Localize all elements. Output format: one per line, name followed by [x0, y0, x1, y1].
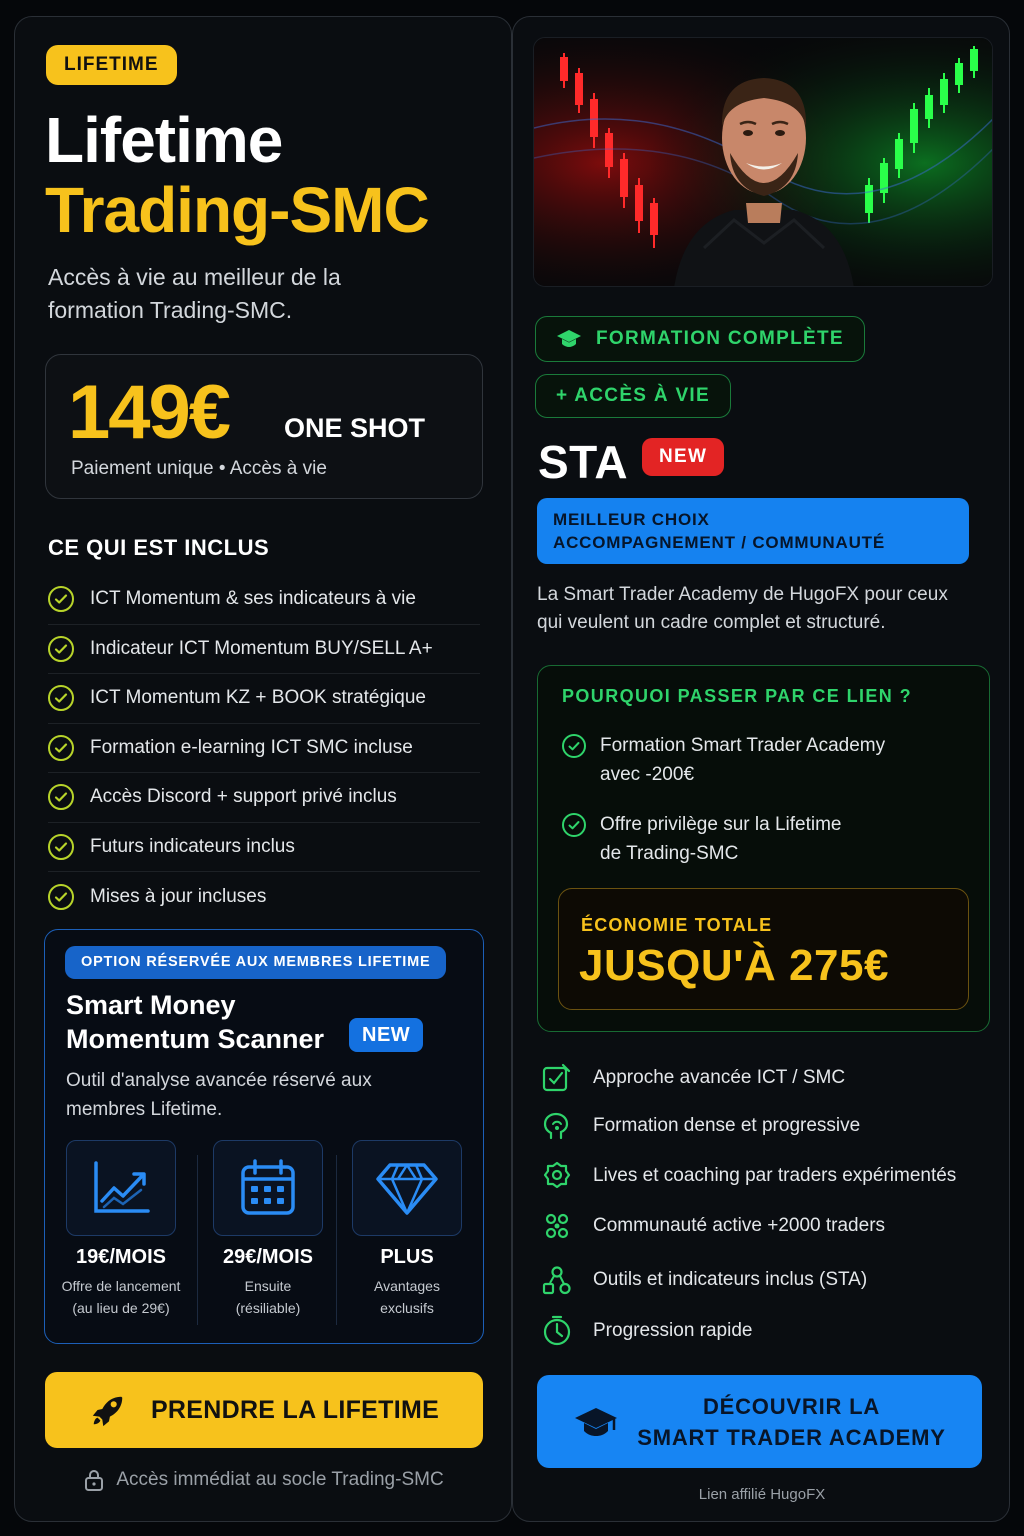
tier-sub: Avantages [374, 1278, 440, 1294]
best-line2: ACCOMPAGNEMENT / COMMUNAUTÉ [553, 533, 885, 552]
check-icon [562, 813, 586, 837]
why-item-line1: Formation Smart Trader Academy [600, 735, 886, 756]
check-icon [48, 784, 74, 810]
chart-up-icon [66, 1140, 176, 1236]
footnote-text: Accès immédiat au socle Trading-SMC [116, 1469, 444, 1490]
graduation-cap-icon [573, 1402, 619, 1442]
scanner-option-box [44, 929, 484, 1344]
option-pill: OPTION RÉSERVÉE AUX MEMBRES LIFETIME [65, 946, 446, 979]
lock-icon [84, 1469, 104, 1491]
savings-box [558, 888, 969, 1010]
tier-sub: Offre de lancement [61, 1278, 181, 1294]
list-item [48, 625, 480, 675]
why-title: POURQUOI PASSER PAR CE LIEN ? [562, 686, 912, 706]
check-icon [48, 834, 74, 860]
affiliate-footnote: Lien affilié HugoFX [698, 1486, 826, 1503]
feature-label: Outils et indicateurs inclus (STA) [593, 1269, 868, 1290]
full-training-pill [535, 316, 865, 362]
list-item [48, 773, 480, 823]
cta-line1: DÉCOUVRIR LA [702, 1393, 881, 1419]
tier-sub: exclusifs [380, 1300, 434, 1316]
price-tag: ONE SHOT [284, 413, 426, 443]
offer-title-line2: Trading-SMC [45, 174, 429, 246]
edit-check-icon [541, 1062, 573, 1094]
list-item [48, 724, 480, 774]
lifetime-badge: LIFETIME [46, 45, 177, 85]
price-subtitle: Paiement unique • Accès à vie [71, 458, 327, 479]
list-item [48, 674, 480, 724]
included-title: CE QUI EST INCLUS [48, 535, 270, 560]
lifetime-offer-card [14, 16, 512, 1522]
check-icon [48, 685, 74, 711]
brain-icon [541, 1110, 573, 1142]
check-icon [48, 586, 74, 612]
why-item-line1: Offre privilège sur la Lifetime [600, 814, 842, 835]
sta-offer-card [512, 16, 1010, 1522]
new-badge: NEW [349, 1018, 423, 1052]
calendar-icon [213, 1140, 323, 1236]
price-value: 149€ [68, 370, 230, 455]
access-footnote [15, 1469, 513, 1491]
why-item-line2: de Trading-SMC [600, 843, 739, 864]
community-icon [541, 1210, 573, 1242]
trader-hero-illustration [534, 38, 993, 287]
option-description: Outil d'analyse avancée réservé aux membres Lifetime. [66, 1070, 372, 1120]
savings-label: ÉCONOMIE TOTALE [581, 915, 773, 935]
list-item [48, 823, 480, 873]
lifetime-access-pill [535, 374, 731, 418]
list-item [48, 575, 480, 625]
tier-sub: (au lieu de 29€) [72, 1300, 170, 1316]
included-label: ICT Momentum KZ + BOOK stratégique [90, 687, 426, 709]
cta-label: PRENDRE LA LIFETIME [150, 1395, 440, 1424]
included-label: Formation e-learning ICT SMC incluse [90, 736, 413, 758]
check-icon [48, 636, 74, 662]
list-item [48, 872, 480, 922]
feature-label: Approche avancée ICT / SMC [593, 1067, 846, 1088]
price-box [45, 354, 483, 499]
offer-title-line1: Lifetime [45, 104, 283, 176]
cta-line2: SMART TRADER ACADEMY [637, 1424, 946, 1450]
option-title-line2: Momentum Scanner [66, 1024, 325, 1054]
savings-value: JUSQU'À 275€ [579, 941, 889, 990]
tier-standard [213, 1140, 323, 1236]
included-label: Accès Discord + support privé inclus [90, 786, 397, 808]
feature-item [541, 1160, 956, 1192]
feature-item [541, 1315, 752, 1347]
tier-launch [66, 1140, 176, 1236]
take-lifetime-button[interactable] [45, 1372, 483, 1448]
best-choice-banner [537, 498, 969, 564]
coaching-icon [541, 1160, 573, 1192]
feature-item [541, 1210, 885, 1242]
included-label: Futurs indicateurs inclus [90, 835, 295, 857]
hero-image [533, 37, 993, 287]
feature-label: Progression rapide [593, 1320, 753, 1341]
feature-item [541, 1110, 860, 1142]
feature-item [541, 1264, 867, 1296]
why-item [562, 731, 942, 789]
graduation-cap-icon [556, 328, 582, 350]
sta-title: STA [538, 436, 629, 488]
feature-label: Communauté active +2000 traders [593, 1215, 886, 1236]
diamond-icon [352, 1140, 462, 1236]
check-icon [48, 735, 74, 761]
rocket-icon [89, 1391, 127, 1429]
feature-label: Lives et coaching par traders expérimentés [593, 1165, 957, 1186]
tier-title: 29€/MOIS [222, 1246, 314, 1268]
option-title [66, 988, 324, 1056]
pill-label: FORMATION COMPLÈTE [596, 328, 844, 349]
tier-sub: (résiliable) [235, 1300, 301, 1316]
progress-clock-icon [541, 1315, 573, 1347]
check-icon [562, 734, 586, 758]
discover-sta-button[interactable] [537, 1375, 982, 1468]
tier-sub: Ensuite [244, 1278, 292, 1294]
feature-item [541, 1062, 845, 1094]
why-item-line2: avec -200€ [600, 764, 695, 785]
best-line1: MEILLEUR CHOIX [553, 510, 710, 529]
included-label: Mises à jour incluses [90, 885, 267, 907]
included-list [48, 575, 480, 922]
included-label: Indicateur ICT Momentum BUY/SELL A+ [90, 637, 433, 659]
new-badge: NEW [642, 438, 724, 476]
option-title-line1: Smart Money [66, 990, 236, 1020]
included-label: ICT Momentum & ses indicateurs à vie [90, 588, 416, 610]
tier-title: 19€/MOIS [75, 1246, 167, 1268]
pill-label: + ACCÈS À VIE [556, 385, 710, 406]
tier-plus [352, 1140, 462, 1236]
tools-icon [541, 1264, 573, 1296]
offer-lead: Accès à vie au meilleur de la formation Trading-SMC. [48, 264, 341, 323]
tier-title: PLUS [380, 1246, 434, 1268]
sta-description: La Smart Trader Academy de HugoFX pour ceux qui veulent un cadre complet et structuré. [537, 584, 948, 633]
check-icon [48, 884, 74, 910]
feature-label: Formation dense et progressive [593, 1115, 861, 1136]
why-item [562, 810, 942, 868]
why-link-box [537, 665, 990, 1032]
